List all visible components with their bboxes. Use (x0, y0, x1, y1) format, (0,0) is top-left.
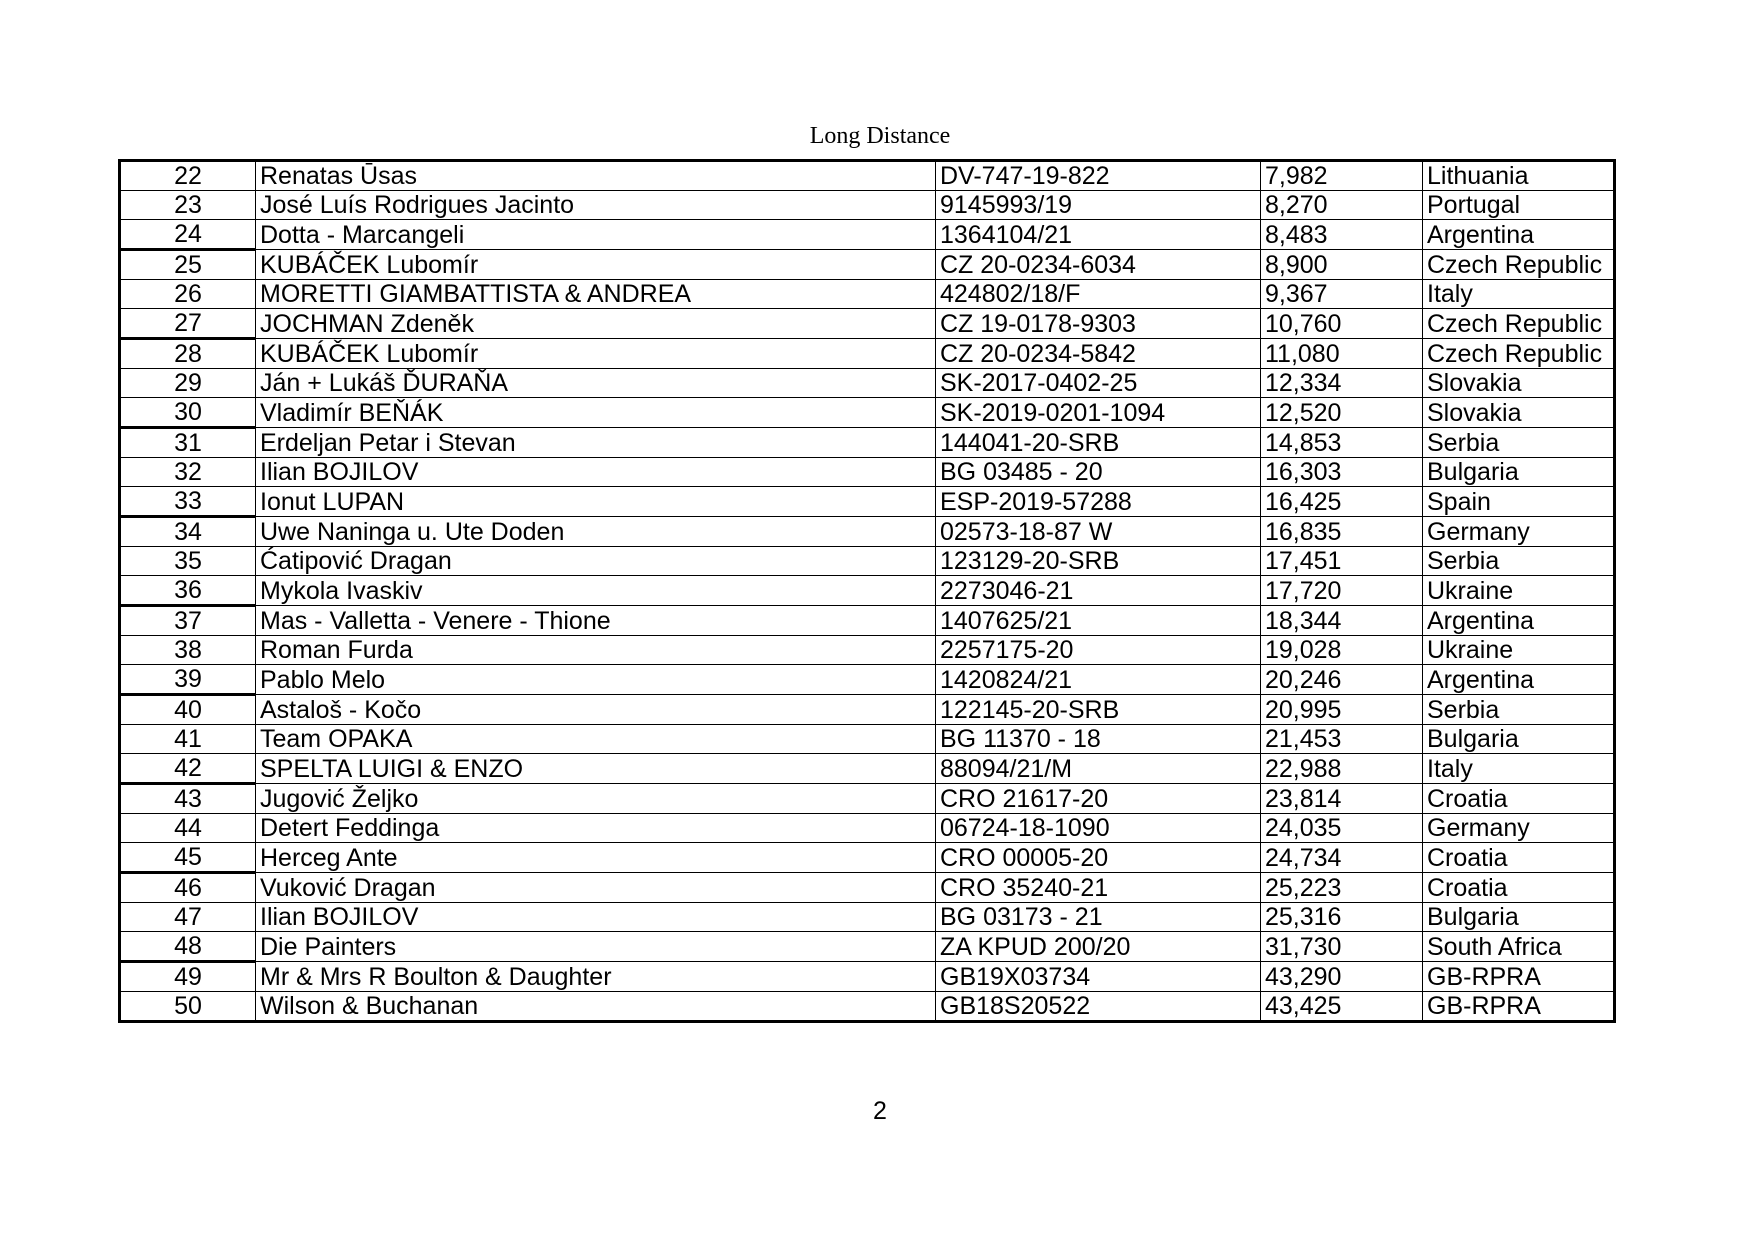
ring-number-cell: CZ 20-0234-6034 (936, 250, 1261, 280)
country-cell: Serbia (1423, 547, 1615, 576)
ring-number-cell: 122145-20-SRB (936, 695, 1261, 725)
table-row (120, 962, 1615, 992)
name-cell: Mykola Ivaskiv (256, 576, 936, 606)
position-cell: 22 (120, 161, 256, 191)
position-cell: 26 (120, 280, 256, 309)
ring-number-cell: 1420824/21 (936, 665, 1261, 695)
name-cell: KUBÁČEK Lubomír (256, 339, 936, 369)
table-row (120, 220, 1615, 250)
country-cell: Czech Republic (1423, 339, 1615, 369)
country-cell: Italy (1423, 754, 1615, 784)
value-cell: 31,730 (1261, 932, 1423, 962)
table-row (120, 932, 1615, 962)
name-cell: Ilian BOJILOV (256, 903, 936, 932)
value-cell: 43,290 (1261, 962, 1423, 992)
table-row (120, 665, 1615, 695)
value-cell: 20,246 (1261, 665, 1423, 695)
name-cell: KUBÁČEK Lubomír (256, 250, 936, 280)
value-cell: 24,035 (1261, 814, 1423, 843)
name-cell: Renatas Ūsas (256, 161, 936, 191)
name-cell: Vladimír BEŇÁK (256, 398, 936, 428)
country-cell: Bulgaria (1423, 903, 1615, 932)
table-row (120, 784, 1615, 814)
value-cell: 43,425 (1261, 992, 1423, 1022)
results-table (118, 159, 1616, 1023)
table-row (120, 636, 1615, 665)
value-cell: 8,900 (1261, 250, 1423, 280)
country-cell: GB-RPRA (1423, 962, 1615, 992)
ring-number-cell: CRO 00005-20 (936, 843, 1261, 873)
country-cell: Italy (1423, 280, 1615, 309)
table-row (120, 339, 1615, 369)
name-cell: Vuković Dragan (256, 873, 936, 903)
position-cell: 39 (120, 665, 256, 695)
position-cell: 49 (120, 962, 256, 992)
value-cell: 8,483 (1261, 220, 1423, 250)
country-cell: Croatia (1423, 873, 1615, 903)
country-cell: Czech Republic (1423, 309, 1615, 339)
position-cell: 43 (120, 784, 256, 814)
table-row (120, 398, 1615, 428)
page-number: 2 (873, 1097, 887, 1125)
value-cell: 20,995 (1261, 695, 1423, 725)
name-cell: Pablo Melo (256, 665, 936, 695)
value-cell: 16,425 (1261, 487, 1423, 517)
position-cell: 38 (120, 636, 256, 665)
country-cell: Czech Republic (1423, 250, 1615, 280)
value-cell: 18,344 (1261, 606, 1423, 636)
country-cell: Slovakia (1423, 398, 1615, 428)
ring-number-cell: 1407625/21 (936, 606, 1261, 636)
value-cell: 9,367 (1261, 280, 1423, 309)
ring-number-cell: ESP-2019-57288 (936, 487, 1261, 517)
value-cell: 11,080 (1261, 339, 1423, 369)
country-cell: Germany (1423, 517, 1615, 547)
name-cell: MORETTI GIAMBATTISTA & ANDREA (256, 280, 936, 309)
ring-number-cell: GB19X03734 (936, 962, 1261, 992)
position-cell: 27 (120, 309, 256, 339)
country-cell: Serbia (1423, 695, 1615, 725)
table-row (120, 576, 1615, 606)
value-cell: 14,853 (1261, 428, 1423, 458)
ring-number-cell: 1364104/21 (936, 220, 1261, 250)
country-cell: Ukraine (1423, 636, 1615, 665)
name-cell: Dotta - Marcangeli (256, 220, 936, 250)
position-cell: 34 (120, 517, 256, 547)
table-row (120, 280, 1615, 309)
country-cell: Germany (1423, 814, 1615, 843)
name-cell: JOCHMAN Zdeněk (256, 309, 936, 339)
ring-number-cell: CRO 35240-21 (936, 873, 1261, 903)
table-row (120, 458, 1615, 487)
name-cell: Mas - Valletta - Venere - Thione (256, 606, 936, 636)
name-cell: Uwe Naninga u. Ute Doden (256, 517, 936, 547)
table-row (120, 487, 1615, 517)
table-row (120, 606, 1615, 636)
position-cell: 36 (120, 576, 256, 606)
ring-number-cell: 9145993/19 (936, 191, 1261, 220)
value-cell: 25,223 (1261, 873, 1423, 903)
country-cell: Bulgaria (1423, 725, 1615, 754)
name-cell: Erdeljan Petar i Stevan (256, 428, 936, 458)
country-cell: Serbia (1423, 428, 1615, 458)
name-cell: Die Painters (256, 932, 936, 962)
name-cell: Herceg Ante (256, 843, 936, 873)
value-cell: 10,760 (1261, 309, 1423, 339)
position-cell: 40 (120, 695, 256, 725)
value-cell: 21,453 (1261, 725, 1423, 754)
ring-number-cell: 06724-18-1090 (936, 814, 1261, 843)
position-cell: 29 (120, 369, 256, 398)
table-row (120, 191, 1615, 220)
name-cell: SPELTA LUIGI & ENZO (256, 754, 936, 784)
ring-number-cell: SK-2017-0402-25 (936, 369, 1261, 398)
country-cell: Slovakia (1423, 369, 1615, 398)
name-cell: Ionut LUPAN (256, 487, 936, 517)
ring-number-cell: DV-747-19-822 (936, 161, 1261, 191)
table-row (120, 250, 1615, 280)
country-cell: Lithuania (1423, 161, 1615, 191)
value-cell: 7,982 (1261, 161, 1423, 191)
country-cell: Croatia (1423, 843, 1615, 873)
value-cell: 12,520 (1261, 398, 1423, 428)
position-cell: 42 (120, 754, 256, 784)
position-cell: 30 (120, 398, 256, 428)
table-row (120, 843, 1615, 873)
name-cell: Astaloš - Kočo (256, 695, 936, 725)
country-cell: Argentina (1423, 606, 1615, 636)
name-cell: Wilson & Buchanan (256, 992, 936, 1022)
ring-number-cell: 2257175-20 (936, 636, 1261, 665)
table-row (120, 695, 1615, 725)
ring-number-cell: GB18S20522 (936, 992, 1261, 1022)
value-cell: 19,028 (1261, 636, 1423, 665)
ring-number-cell: 2273046-21 (936, 576, 1261, 606)
table-row (120, 725, 1615, 754)
table-row (120, 428, 1615, 458)
country-cell: South Africa (1423, 932, 1615, 962)
ring-number-cell: ZA KPUD 200/20 (936, 932, 1261, 962)
value-cell: 17,720 (1261, 576, 1423, 606)
name-cell: Ján + Lukáš ĎURAŇA (256, 369, 936, 398)
name-cell: José Luís Rodrigues Jacinto (256, 191, 936, 220)
table-row (120, 903, 1615, 932)
value-cell: 23,814 (1261, 784, 1423, 814)
value-cell: 24,734 (1261, 843, 1423, 873)
table-row (120, 754, 1615, 784)
position-cell: 47 (120, 903, 256, 932)
name-cell: Team OPAKA (256, 725, 936, 754)
ring-number-cell: CRO 21617-20 (936, 784, 1261, 814)
position-cell: 41 (120, 725, 256, 754)
name-cell: Roman Furda (256, 636, 936, 665)
name-cell: Detert Feddinga (256, 814, 936, 843)
position-cell: 33 (120, 487, 256, 517)
ring-number-cell: 144041-20-SRB (936, 428, 1261, 458)
country-cell: Bulgaria (1423, 458, 1615, 487)
page-title: Long Distance (809, 123, 951, 149)
ring-number-cell: BG 03485 - 20 (936, 458, 1261, 487)
ring-number-cell: 123129-20-SRB (936, 547, 1261, 576)
position-cell: 31 (120, 428, 256, 458)
country-cell: Croatia (1423, 784, 1615, 814)
ring-number-cell: 88094/21/M (936, 754, 1261, 784)
position-cell: 24 (120, 220, 256, 250)
position-cell: 32 (120, 458, 256, 487)
table-row (120, 547, 1615, 576)
name-cell: Jugović Željko (256, 784, 936, 814)
value-cell: 25,316 (1261, 903, 1423, 932)
name-cell: Mr & Mrs R Boulton & Daughter (256, 962, 936, 992)
table-row (120, 161, 1615, 191)
value-cell: 22,988 (1261, 754, 1423, 784)
ring-number-cell: 424802/18/F (936, 280, 1261, 309)
name-cell: Ćatipović Dragan (256, 547, 936, 576)
position-cell: 35 (120, 547, 256, 576)
table-row (120, 873, 1615, 903)
position-cell: 23 (120, 191, 256, 220)
name-cell: Ilian BOJILOV (256, 458, 936, 487)
value-cell: 12,334 (1261, 369, 1423, 398)
ring-number-cell: SK-2019-0201-1094 (936, 398, 1261, 428)
ring-number-cell: BG 03173 - 21 (936, 903, 1261, 932)
table-row (120, 517, 1615, 547)
position-cell: 37 (120, 606, 256, 636)
ring-number-cell: CZ 20-0234-5842 (936, 339, 1261, 369)
country-cell: Argentina (1423, 665, 1615, 695)
ring-number-cell: 02573-18-87 W (936, 517, 1261, 547)
country-cell: Portugal (1423, 191, 1615, 220)
country-cell: GB-RPRA (1423, 992, 1615, 1022)
country-cell: Spain (1423, 487, 1615, 517)
position-cell: 45 (120, 843, 256, 873)
position-cell: 46 (120, 873, 256, 903)
table-row (120, 814, 1615, 843)
table-row (120, 309, 1615, 339)
position-cell: 48 (120, 932, 256, 962)
country-cell: Ukraine (1423, 576, 1615, 606)
value-cell: 17,451 (1261, 547, 1423, 576)
results-body (120, 161, 1615, 1022)
position-cell: 28 (120, 339, 256, 369)
position-cell: 25 (120, 250, 256, 280)
country-cell: Argentina (1423, 220, 1615, 250)
ring-number-cell: CZ 19-0178-9303 (936, 309, 1261, 339)
table-row (120, 369, 1615, 398)
value-cell: 8,270 (1261, 191, 1423, 220)
position-cell: 44 (120, 814, 256, 843)
value-cell: 16,835 (1261, 517, 1423, 547)
position-cell: 50 (120, 992, 256, 1022)
ring-number-cell: BG 11370 - 18 (936, 725, 1261, 754)
table-row (120, 992, 1615, 1022)
value-cell: 16,303 (1261, 458, 1423, 487)
